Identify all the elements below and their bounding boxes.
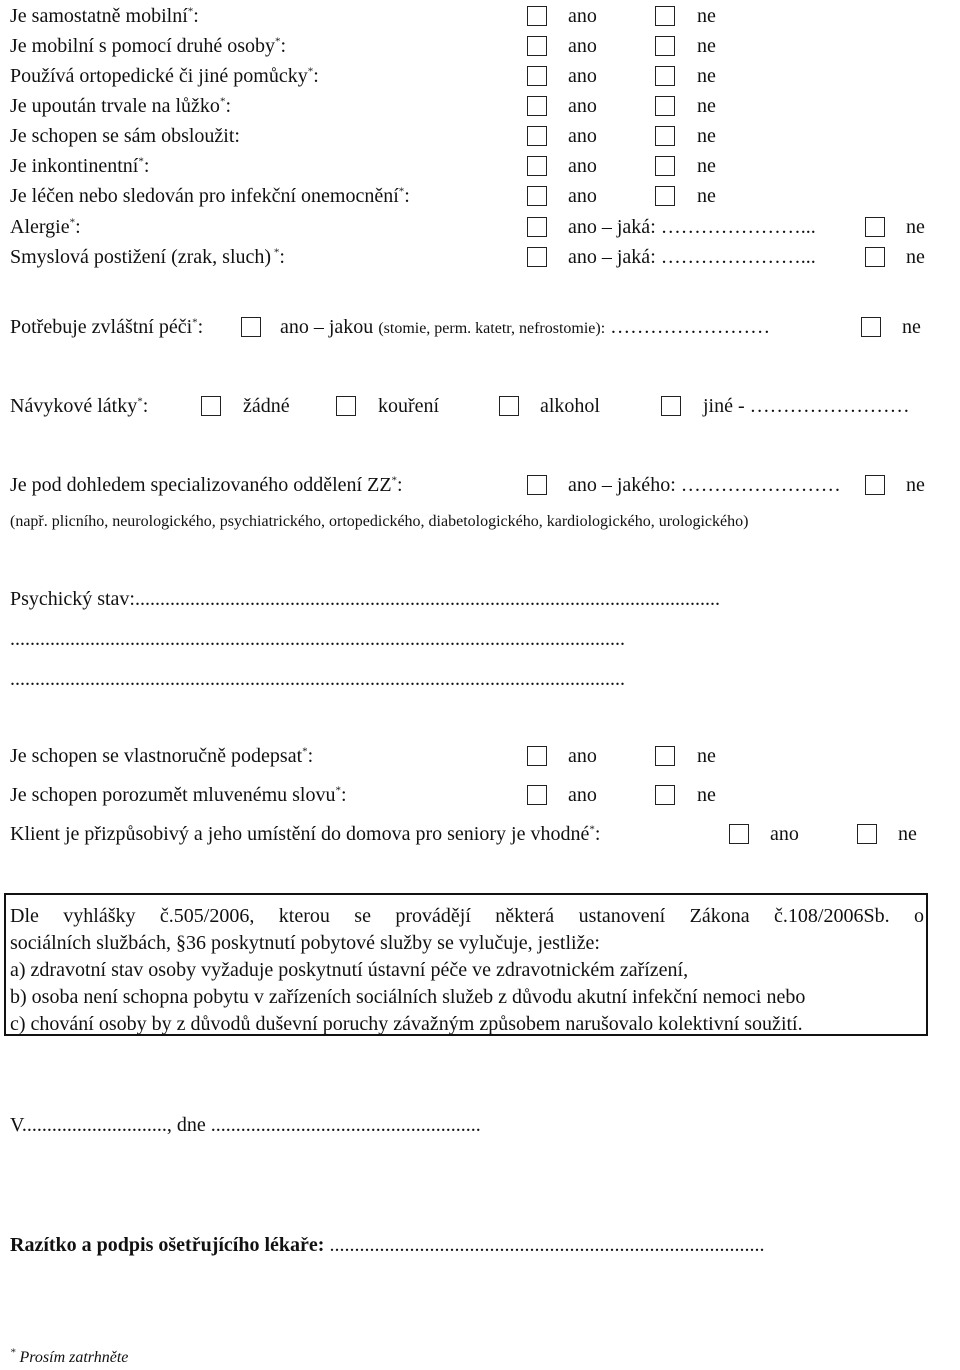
place-date-line[interactable]: V............................., dne ...................................................... xyxy=(10,1114,481,1136)
checkbox-yes[interactable] xyxy=(527,475,547,495)
notice-line: b) osoba není schopna pobytu v zařízeních sociálních služeb z důvodu akutní infekční nemoci nebo xyxy=(10,986,806,1008)
checkbox-no[interactable] xyxy=(861,317,881,337)
checkbox-no[interactable] xyxy=(655,746,675,766)
checkbox-yes[interactable] xyxy=(527,156,547,176)
checkbox-smoking[interactable] xyxy=(336,396,356,416)
option-no-label: ne xyxy=(697,185,716,207)
question-label: Je upoután trvale na lůžko*: xyxy=(10,95,231,117)
question-label: Používá ortopedické či jiné pomůcky*: xyxy=(10,65,319,87)
question-label: Je inkontinentní*: xyxy=(10,155,150,177)
checkbox-no[interactable] xyxy=(655,36,675,56)
checkbox-none[interactable] xyxy=(201,396,221,416)
checkbox-yes[interactable] xyxy=(729,824,749,844)
option-no-label: ne xyxy=(697,65,716,87)
option-label: kouření xyxy=(378,395,440,417)
question-label: Je schopen porozumět mluvenému slovu*: xyxy=(10,784,347,806)
option-yes-label: ano xyxy=(568,35,597,57)
checkbox-alcohol[interactable] xyxy=(499,396,519,416)
option-no-label: ne xyxy=(898,823,917,845)
question-label: Je mobilní s pomocí druhé osoby*: xyxy=(10,35,287,57)
signature-line[interactable]: Razítko a podpis ošetřujícího lékaře: ....................................................................................... xyxy=(10,1234,765,1256)
option-no-label: ne xyxy=(906,246,925,268)
checkbox-no[interactable] xyxy=(655,96,675,116)
option-no-label: ne xyxy=(697,784,716,806)
option-no-label: ne xyxy=(697,745,716,767)
psychic-state-line[interactable]: ........................................................................................................................... xyxy=(10,668,625,690)
checkbox-yes[interactable] xyxy=(527,6,547,26)
checkbox-yes[interactable] xyxy=(527,126,547,146)
notice-line: Dle vyhlášky č.505/2006, kterou se provádějí některá ustanovení Zákona č.108/2006Sb. o xyxy=(10,905,924,927)
notice-line: c) chování osoby by z důvodů duševní poruchy závažným způsobem narušovalo kolektivní soužití. xyxy=(10,1013,803,1035)
question-label: Je schopen se vlastnoručně podepsat*: xyxy=(10,745,314,767)
notice-line: sociálních službách, §36 poskytnutí pobytové služby se vylučuje, jestliže: xyxy=(10,932,600,954)
option-yes-label: ano xyxy=(568,155,597,177)
option-yes-label: ano xyxy=(568,5,597,27)
question-label: Návykové látky*: xyxy=(10,395,149,417)
question-label: Je léčen nebo sledován pro infekční onemocnění*: xyxy=(10,185,410,207)
checkbox-no[interactable] xyxy=(865,217,885,237)
option-no-label: ne xyxy=(697,95,716,117)
checkbox-yes[interactable] xyxy=(527,217,547,237)
checkbox-no[interactable] xyxy=(655,66,675,86)
legal-notice-box xyxy=(4,893,928,1036)
checkbox-no[interactable] xyxy=(655,126,675,146)
option-no-label: ne xyxy=(906,216,925,238)
supervision-note: (např. plicního, neurologického, psychiatrického, ortopedického, diabetologického, kardiologického, urologického) xyxy=(10,513,749,530)
option-no-label: ne xyxy=(697,35,716,57)
option-yes-detail: ano – jaká: …………………... xyxy=(568,246,816,268)
checkbox-yes[interactable] xyxy=(527,785,547,805)
option-no-label: ne xyxy=(697,125,716,147)
question-label: Alergie*: xyxy=(10,216,81,238)
checkbox-yes[interactable] xyxy=(527,66,547,86)
checkbox-no[interactable] xyxy=(865,475,885,495)
footnote: * Prosím zatrhněte xyxy=(10,1346,129,1366)
question-label: Klient je přizpůsobivý a jeho umístění do domova pro seniory je vhodné*: xyxy=(10,823,601,845)
checkbox-yes[interactable] xyxy=(527,247,547,267)
checkbox-no[interactable] xyxy=(857,824,877,844)
question-label: Je pod dohledem specializovaného oddělení ZZ*: xyxy=(10,474,403,496)
option-no-label: ne xyxy=(906,474,925,496)
checkbox-no[interactable] xyxy=(655,186,675,206)
checkbox-no[interactable] xyxy=(865,247,885,267)
checkbox-yes[interactable] xyxy=(527,186,547,206)
option-no-label: ne xyxy=(902,316,921,338)
option-yes-label: ano xyxy=(568,784,597,806)
option-yes-label: ano xyxy=(568,745,597,767)
option-label: žádné xyxy=(243,395,290,417)
question-label: Smyslová postižení (zrak, sluch) *: xyxy=(10,246,285,268)
option-yes-detail: ano – jaká: …………………... xyxy=(568,216,816,238)
checkbox-no[interactable] xyxy=(655,785,675,805)
checkbox-yes[interactable] xyxy=(241,317,261,337)
psychic-state-line[interactable]: ........................................................................................................................... xyxy=(10,628,625,650)
option-no-label: ne xyxy=(697,5,716,27)
option-label: jiné - …………………… xyxy=(703,395,910,417)
option-yes-label: ano xyxy=(568,185,597,207)
checkbox-yes[interactable] xyxy=(527,36,547,56)
option-yes-label: ano xyxy=(568,95,597,117)
option-yes-label: ano xyxy=(770,823,799,845)
psychic-state-label: Psychický stav:..................................................................................................................... xyxy=(10,588,720,610)
option-yes-detail: ano – jakého: …………………… xyxy=(568,474,841,496)
option-yes-label: ano xyxy=(568,65,597,87)
question-label: Je schopen se sám obsloužit: xyxy=(10,125,240,147)
checkbox-no[interactable] xyxy=(655,6,675,26)
checkbox-yes[interactable] xyxy=(527,746,547,766)
question-label: Potřebuje zvláštní péči*: xyxy=(10,316,204,338)
option-label: alkohol xyxy=(540,395,600,417)
checkbox-yes[interactable] xyxy=(527,96,547,116)
option-yes-label: ano xyxy=(568,125,597,147)
checkbox-other[interactable] xyxy=(661,396,681,416)
checkbox-no[interactable] xyxy=(655,156,675,176)
option-yes-detail: ano – jakou (stomie, perm. katetr, nefrostomie): …………………… xyxy=(280,316,771,338)
notice-line: a) zdravotní stav osoby vyžaduje poskytnutí ústavní péče ve zdravotnickém zařízení, xyxy=(10,959,689,981)
option-no-label: ne xyxy=(697,155,716,177)
question-label: Je samostatně mobilní*: xyxy=(10,5,199,27)
